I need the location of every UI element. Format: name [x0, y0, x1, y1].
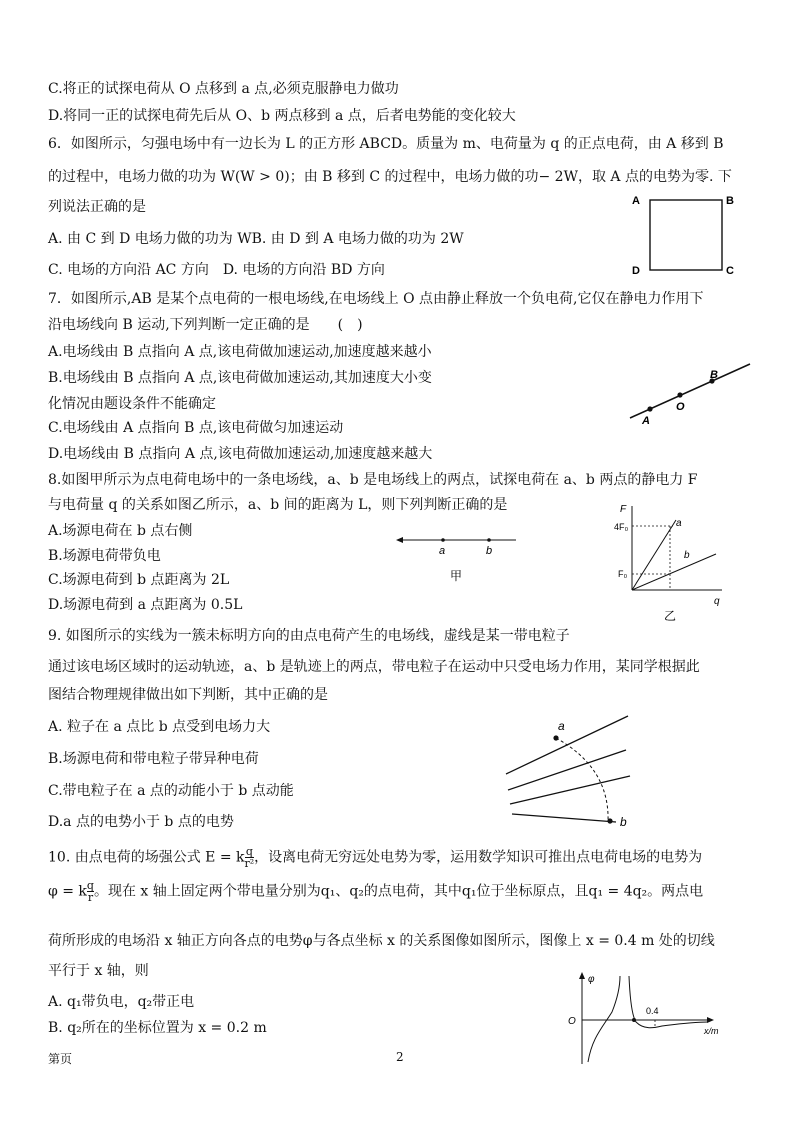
- q7-option-b-1: B.电场线由 B 点指向 A 点,该电荷做加速运动,其加速度大小变: [48, 370, 432, 386]
- q6-options-ab: A. 由 C 到 D 电场力做的功为 WB. 由 D 到 A 电场力做的功为 2W: [48, 231, 464, 247]
- q7-option-d: D.电场线由 B 点指向 A 点,该电荷做加速运动,加速度越来越大: [48, 446, 433, 462]
- q7-option-b-2: 化情况由题设条件不能确定: [48, 396, 216, 412]
- q9-option-b: B.场源电荷和带电粒子带异种电荷: [48, 751, 259, 767]
- q7-option-a: A.电场线由 B 点指向 A 点,该电荷做加速运动,加速度越来越小: [48, 344, 432, 360]
- label-b: b: [620, 815, 627, 829]
- q8-option-b: B.场源电荷带负电: [48, 548, 161, 564]
- q10-stem-3: 荷所形成的电场沿 x 轴正方向各点的电势φ与各点坐标 x 的关系图像如图所示，图像上 x = 0.4 m 处的切线: [48, 933, 715, 949]
- q8-stem-2: 与电荷量 q 的关系如图乙所示，a、b 间的距离为 L，则下列判断正确的是: [48, 497, 508, 513]
- q6-stem-1: 6．如图所示，匀强电场中有一边长为 L 的正方形 ABCD。质量为 m、电荷量为 q 的正点电荷，由 A 移到 B: [48, 136, 724, 152]
- q7-stem-2: 沿电场线向 B 运动,下列判断一定正确的是 ( ): [48, 317, 363, 333]
- field-fraction: [245, 846, 255, 869]
- label-B: B: [726, 195, 734, 207]
- label-B: B: [710, 369, 718, 381]
- q9-stem-2: 通过该电场区域时的运动轨迹，a、b 是轨迹上的两点，带电粒子在运动中只受电场力作用，某同学根据此: [48, 659, 700, 675]
- axis-phi: φ: [588, 974, 595, 985]
- q10-stem-1: [48, 846, 702, 869]
- label-A: A: [642, 415, 650, 427]
- page-number: 2: [396, 1050, 404, 1064]
- field-fraction-num: q: [245, 845, 253, 858]
- footer-left: 第页: [48, 1052, 73, 1066]
- line-b: [632, 554, 716, 590]
- q8-option-c: C.场源电荷到 b 点距离为 2L: [48, 572, 230, 588]
- fig7-field-line: [620, 358, 760, 434]
- fig9-field: [500, 706, 640, 834]
- label-a: a: [439, 545, 446, 557]
- potential-fraction: [87, 880, 94, 903]
- point-b: [487, 538, 491, 542]
- q9-stem-1: 9. 如图所示的实线为一簇未标明方向的由点电荷产生的电场线，虚线是某一带电粒子: [48, 628, 570, 644]
- axis-F: F: [620, 504, 627, 515]
- q6-stem-2: 的过程中，电场力做的功为 W(W > 0)；由 B 移到 C 的过程中，电场力做的功− 2W，取 A 点的电势为零. 下: [48, 169, 732, 185]
- q10-stem-4: 平行于 x 轴，则: [48, 963, 149, 979]
- label-4F0: 4F₀: [614, 522, 629, 532]
- label-b: b: [486, 545, 493, 557]
- line-a: [632, 520, 676, 590]
- q10-stem-2: [48, 880, 703, 903]
- q7-option-c: C.电场线由 A 点指向 B 点,该电荷做匀加速运动: [48, 420, 344, 436]
- fig6-square: [628, 190, 748, 286]
- label-O: O: [676, 401, 685, 413]
- field-line-4: [512, 814, 616, 822]
- fig8-yi: [614, 500, 726, 630]
- q5-option-c: C.将正的试探电荷从 O 点移到 a 点,必须克服静电力做功: [48, 81, 399, 97]
- label-C: C: [726, 265, 734, 277]
- point-a: [441, 538, 445, 542]
- square-outline: [650, 200, 722, 270]
- field-line-3: [510, 776, 630, 804]
- q10-stem-1b: ，设离电荷无穷远处电势为零，运用数学知识可推出点电荷电场的电势为: [254, 849, 703, 866]
- q9-option-d: D.a 点的电势小于 b 点的电势: [48, 814, 234, 830]
- label-A: A: [632, 195, 640, 207]
- q5-option-d: D.将同一正的试探电荷先后从 O、b 两点移到 a 点，后者电势能的变化较大: [48, 108, 516, 124]
- point-A: [647, 406, 652, 411]
- axis-x: x/m: [704, 1026, 719, 1036]
- q10-stem-2b: 。现在 x 轴上固定两个带电量分别为q₁、q₂的点电荷，其中q₁位于坐标原点，且q₁ = 4q₂。两点电: [93, 883, 704, 900]
- axis-q: q: [714, 596, 720, 607]
- label-F0: F₀: [618, 569, 628, 579]
- field-line-2: [508, 750, 626, 790]
- caption-yi: 乙: [664, 609, 677, 623]
- q6-options-cd: C. 电场的方向沿 AC 方向 D. 电场的方向沿 BD 方向: [48, 262, 385, 278]
- fig10-potential-graph: [562, 968, 732, 1072]
- q10-option-a: A. q₁带负电，q₂带正电: [48, 994, 195, 1010]
- q8-option-a: A.场源电荷在 b 点右侧: [48, 523, 193, 539]
- q10-option-b: B. q₂所在的坐标位置为 x = 0.2 m: [48, 1020, 267, 1036]
- arrow-head: [396, 537, 403, 543]
- point-a: [553, 735, 558, 740]
- q9-stem-3: 图结合物理规律做出如下判断，其中正确的是: [48, 687, 328, 703]
- q6-stem-3: 列说法正确的是: [48, 199, 146, 215]
- point-b: [607, 818, 612, 823]
- field-fraction-den: r²: [244, 857, 255, 870]
- fig8-jia: [392, 530, 522, 590]
- caption-jia: 甲: [450, 569, 463, 583]
- q7-stem-1: 7．如图所示,AB 是某个点电荷的一根电场线,在电场线上 O 点由静止释放一个负电荷,它仅在静电力作用下: [48, 291, 704, 307]
- trajectory: [556, 738, 608, 822]
- point-O: [677, 392, 682, 397]
- label-a: a: [558, 719, 565, 733]
- label-b: b: [684, 550, 690, 561]
- tick-label: 0.4: [646, 1006, 659, 1016]
- potential-fraction-den: r: [87, 891, 94, 904]
- curve-left: [588, 976, 620, 1062]
- potential-fraction-num: q: [86, 879, 94, 892]
- x-arrow: [707, 1017, 714, 1023]
- label-D: D: [632, 265, 640, 277]
- q8-stem-1: 8.如图甲所示为点电荷电场中的一条电场线，a、b 是电场线上的两点，试探电荷在 a、b 两点的静电力 F: [48, 472, 698, 488]
- q10-stem-2a: φ = k: [48, 883, 87, 900]
- q9-option-c: C.带电粒子在 a 点的动能小于 b 点动能: [48, 783, 294, 799]
- q10-stem-1a: 10. 由点电荷的场强公式 E = k: [48, 849, 245, 866]
- q9-option-a: A. 粒子在 a 点比 b 点受到电场力大: [48, 719, 271, 735]
- y-arrow: [579, 972, 585, 979]
- label-a: a: [676, 518, 682, 529]
- origin-O: O: [568, 1016, 576, 1027]
- zero-point: [632, 1018, 636, 1022]
- q8-option-d: D.场源电荷到 a 点距离为 0.5L: [48, 597, 243, 613]
